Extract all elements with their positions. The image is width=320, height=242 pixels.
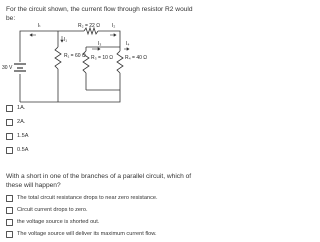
q1-option-3[interactable] [6, 132, 29, 140]
q2-option-2[interactable] [6, 206, 88, 214]
label-r3: R₃ = 10 Ω [91, 55, 114, 61]
checkbox[interactable] [6, 105, 13, 112]
q1-option-1[interactable] [6, 104, 25, 112]
q2-option-1[interactable] [6, 194, 158, 202]
checkbox[interactable] [6, 147, 13, 154]
resistor-r1-symbol [55, 47, 61, 69]
label-i4: I₄ [126, 41, 130, 47]
option-label: Circuit current drops to zero. [17, 207, 88, 213]
q1-option-4[interactable] [6, 146, 29, 154]
label-it: Iₜ [38, 23, 41, 29]
checkbox[interactable] [6, 231, 13, 238]
label-i2: I₂ [112, 23, 116, 29]
checkbox[interactable] [6, 195, 13, 202]
checkbox[interactable] [6, 119, 13, 126]
label-r2: R₂ = 22 Ω [78, 23, 100, 29]
option-label: 2A. [17, 119, 26, 125]
q1-option-2[interactable] [6, 118, 25, 126]
option-label: 1.5A [17, 133, 29, 139]
option-label: The total circuit resistance drops to near zero resistance. [17, 195, 158, 201]
checkbox[interactable] [6, 207, 13, 214]
label-r4: R₄ = 40 Ω [125, 55, 148, 61]
q2-option-4[interactable] [6, 230, 157, 238]
option-label: the voltage source is shorted out. [17, 219, 100, 225]
label-i3: I₃ [98, 41, 102, 47]
q2-option-3[interactable] [6, 218, 99, 226]
resistor-r4-symbol [117, 51, 123, 73]
question-2-text: With a short in one of the branches of a parallel circuit, which of these will happen? [6, 173, 192, 189]
question-1-text: For the circuit shown, the current flow through resistor R2 would be: [6, 6, 193, 22]
label-r1: R₁ = 60 Ω [64, 53, 86, 59]
label-source: 30 V [2, 65, 13, 71]
checkbox[interactable] [6, 133, 13, 140]
option-label: The voltage source will deliver its maximum current flow. [17, 231, 157, 237]
option-label: 0.5A [17, 147, 29, 153]
checkbox[interactable] [6, 219, 13, 226]
option-label: 1A. [17, 105, 26, 111]
label-i1: I₁ [64, 37, 68, 43]
